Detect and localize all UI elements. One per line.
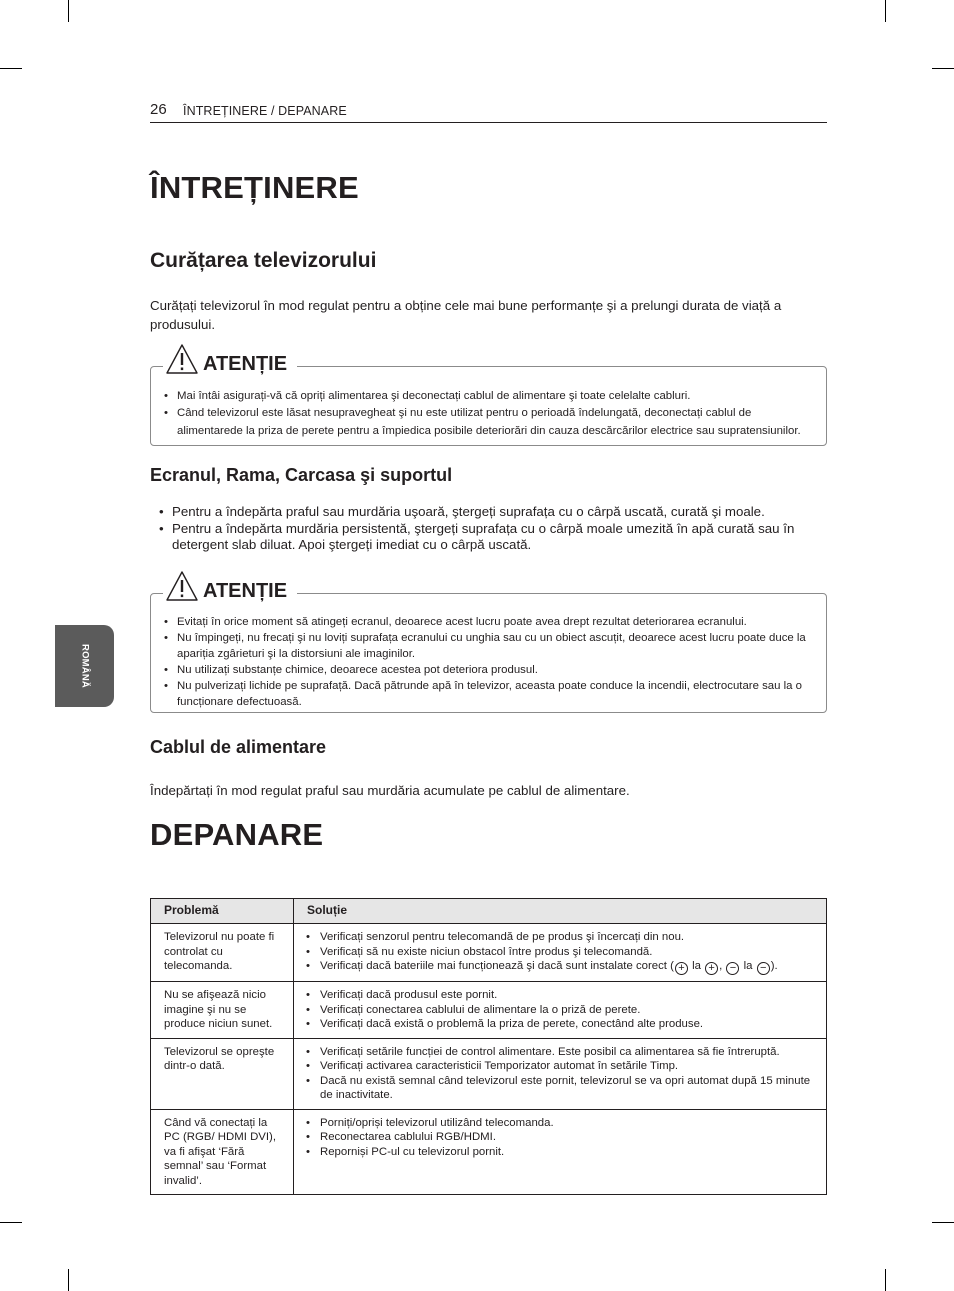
caution-box-2 <box>150 580 827 713</box>
list-item: • Reporniși PC-ul cu televizorul pornit. <box>306 1145 816 1160</box>
list-item: • Evitați în orice moment să atingeți ecranul, deoarece acest lucru poate avea drept rezultat deteriorarea ecranului. <box>164 614 814 630</box>
power-cord-text: Îndepărtați în mod regulat praful sau murdăria acumulate pe cablul de alimentare. <box>150 783 630 798</box>
crop-mark <box>932 68 954 69</box>
caution-header <box>163 341 297 375</box>
list-item: • Verificați activarea caracteristicii Temporizator automat în setările Timp. <box>306 1059 816 1074</box>
problem-cell: Când vă conectați la PC (RGB/ HDMI DVI), va fi afişat ‘Fără semnal’ sau ‘Format invalid’. <box>151 1109 294 1195</box>
plus-icon: + <box>705 962 718 975</box>
cleaning-intro: Curățați televizorul în mod regulat pentru a obține cele mai bune performanțe şi a prelungi durata de viață a produsului. <box>150 298 782 332</box>
warning-triangle-icon <box>165 570 199 602</box>
table-row <box>151 982 827 1039</box>
list-item <box>306 959 816 975</box>
list-item: • Porniți/opriși televizorul utilizând telecomanda. <box>306 1116 816 1131</box>
list-item: • Reconectarea cablului RGB/HDMI. <box>306 1130 816 1145</box>
list-item: • Verificați dacă există o problemă la priza de perete, conectând alte produse. <box>306 1017 816 1032</box>
crop-mark <box>885 0 886 22</box>
header-section-title: ÎNTREȚINERE / DEPANARE <box>183 104 347 118</box>
power-cord-title: Cablul de alimentare <box>150 737 327 757</box>
solution-cell <box>294 982 827 1039</box>
column-header-problem: Problemă <box>151 899 294 924</box>
solution-cell <box>294 924 827 982</box>
crop-mark <box>68 0 69 22</box>
maintenance-title: ÎNTREȚINERE <box>150 170 359 205</box>
battery-text: la <box>740 960 756 972</box>
battery-text: ). <box>770 960 778 972</box>
table-header-row <box>151 899 827 924</box>
solution-cell <box>294 1109 827 1195</box>
screen-care-list <box>159 504 829 554</box>
crop-mark <box>885 1269 886 1291</box>
list-item: • Dacă nu există semnal când televizorul este pornit, televizorul se va opri automat după 15 minute de inactivitate. <box>306 1074 816 1103</box>
list-item: • Verificați dacă produsul este pornit. <box>306 988 816 1003</box>
caution-label: ATENȚIE <box>203 353 288 375</box>
problem-cell: Nu se afişează nicio imagine şi nu se produce niciun sunet. <box>151 982 294 1039</box>
language-tab <box>55 625 114 707</box>
screen-care-title: Ecranul, Rama, Carcasa şi suportul <box>150 465 453 485</box>
crop-mark <box>0 1222 22 1223</box>
battery-text: Verificați dacă bateriile mai funcționează şi dacă sunt instalate corect ( <box>320 960 674 972</box>
plus-icon: + <box>675 962 688 975</box>
running-header <box>150 100 827 123</box>
caution-list-2 <box>164 614 814 710</box>
list-item: • Când televizorul este lăsat nesupravegheat şi nu este utilizat pentru o perioadă îndelungată, deconectați cablul de alimentarede la priza de perete pentru a împiedica posibile deteriorări din cauza descărcărilor electrice sau supratensiunilor. <box>164 404 814 440</box>
caution-label: ATENȚIE <box>203 580 288 602</box>
problem-cell: Televizorul nu poate fi controlat cu telecomanda. <box>151 924 294 982</box>
list-item: • Nu pulverizați lichide pe suprafață. Dacă pătrunde apă în televizor, aceasta poate conduce la incendii, electrocutare sau la o funcționare defectuoasă. <box>164 678 814 710</box>
crop-mark <box>0 68 22 69</box>
list-item: • Verificați senzorul pentru telecomandă de pe produs şi încercați din nou. <box>306 930 816 945</box>
cleaning-title: Curățarea televizorului <box>150 249 377 272</box>
page-number: 26 <box>150 101 167 118</box>
problem-cell: Televizorul se opreşte dintr-o dată. <box>151 1038 294 1109</box>
list-item: • Verificați setările funcției de control alimentare. Este posibil ca alimentarea să fie întreruptă. <box>306 1045 816 1060</box>
crop-mark <box>68 1269 69 1291</box>
battery-text: , <box>719 960 726 972</box>
list-item: • Verificați să nu existe niciun obstacol între produs şi telecomandă. <box>306 945 816 960</box>
table-row <box>151 924 827 982</box>
minus-icon: − <box>726 962 739 975</box>
table-row <box>151 1038 827 1109</box>
language-tab-label: ROMÂNĂ <box>79 644 90 688</box>
troubleshooting-table <box>150 898 827 1195</box>
list-item: • Nu utilizați substanțe chimice, deoarece acestea pot deteriora produsul. <box>164 662 814 678</box>
troubleshooting-title: DEPANARE <box>150 817 324 852</box>
column-header-solution: Soluție <box>294 899 827 924</box>
list-item: • Pentru a îndepărta murdăria persistentă, ştergeți suprafața cu o cârpă moale umezită în apă curată sau în detergent slab diluat. Apoi ştergeți imediat cu o cârpă uscată. <box>159 521 829 554</box>
caution-header <box>163 568 297 602</box>
caution-box-1 <box>150 353 827 446</box>
list-item: • Nu împingeți, nu frecați şi nu loviți suprafața ecranului cu unghia sau cu un obiect ascuțit, deoarece acest lucru poate duce la apariția zgârieturi şi la distorsiuni ale imaginilor. <box>164 630 814 662</box>
crop-mark <box>932 1222 954 1223</box>
battery-text: la <box>688 960 705 972</box>
minus-icon: − <box>757 962 770 975</box>
caution-list-1 <box>164 388 814 440</box>
list-item: • Mai întâi asigurați-vă că opriți alimentarea şi deconectați cablul de alimentare şi toate celelalte cabluri. <box>164 388 814 404</box>
table-row <box>151 1109 827 1195</box>
list-item: • Verificați conectarea cablului de alimentare la o priză de perete. <box>306 1003 816 1018</box>
list-item: • Pentru a îndepărta praful sau murdăria uşoară, ştergeți suprafața cu o cârpă uscată, curată şi moale. <box>159 504 829 521</box>
solution-cell <box>294 1038 827 1109</box>
warning-triangle-icon <box>165 343 199 375</box>
